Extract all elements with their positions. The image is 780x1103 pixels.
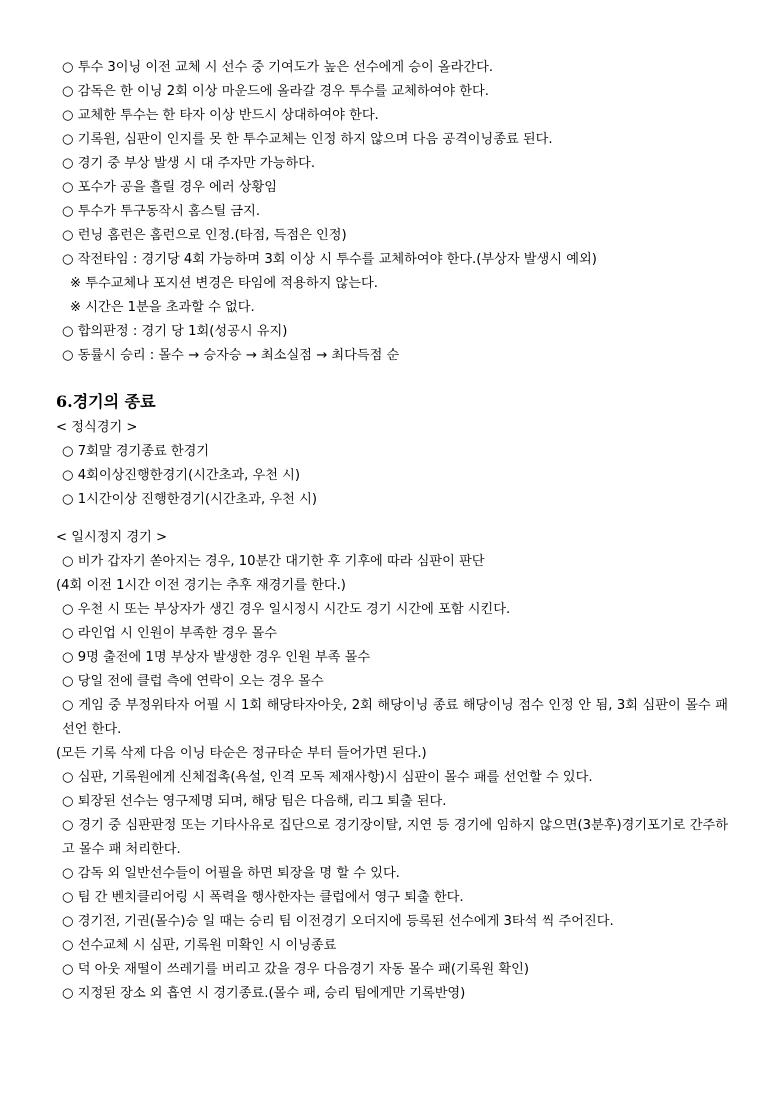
list-item: ○ 4회이상진행한경기(시간초과, 우천 시) (62, 468, 301, 483)
note-item: (모든 기록 삭제 다음 이닝 타순은 정규타순 부터 들어가면 된다.) (56, 746, 427, 761)
document-page (56, 56, 728, 1006)
subsection-heading: < 정식경기 > (56, 420, 138, 435)
note-item: (4회 이전 1시간 이전 경기는 추후 재경기를 한다.) (56, 578, 346, 593)
rules-list (56, 56, 728, 368)
list-item: ○ 포수가 공을 흘릴 경우 에러 상황임 (62, 180, 278, 195)
list-item: ○ 합의판정 : 경기 당 1회(성공시 유지) (62, 324, 288, 339)
list-item: ○ 9명 출전에 1명 부상자 발생한 경우 인원 부족 몰수 (62, 650, 371, 665)
list-item: ○ 퇴장된 선수는 영구제명 되며, 해당 팀은 다음해, 리그 퇴출 된다. (62, 794, 447, 809)
official-game-block (56, 416, 728, 512)
list-item: ○ 심판, 기록원에게 신체접촉(욕설, 인격 모독 제재사항)시 심판이 몰수 패를 선언할 수 있다. (62, 770, 593, 785)
note-item: ※ 시간은 1분을 초과할 수 없다. (70, 300, 255, 315)
subsection-heading: < 일시정지 경기 > (56, 530, 168, 545)
list-item: ○ 작전타임 : 경기당 4회 가능하며 3회 이상 시 투수를 교체하여야 한다.(부상자 발생시 예외) (62, 252, 597, 267)
list-item: ○ 게임 중 부정위타자 어필 시 1회 해당타자아웃, 2회 해당이닝 종료 해당이닝 점수 인정 안 됨, 3회 심판이 몰수 패 선언 한다. (62, 698, 728, 737)
list-item: ○ 우천 시 또는 부상자가 생긴 경우 일시정시 시간도 경기 시간에 포함 시킨다. (62, 602, 511, 617)
list-item: ○ 7회말 경기종료 한경기 (62, 444, 210, 459)
list-item: ○ 동률시 승리 : 몰수 → 승자승 → 최소실점 → 최다득점 순 (62, 348, 400, 363)
list-item: ○ 경기전, 기권(몰수)승 일 때는 승리 팀 이전경기 오더지에 등록된 선수에게 3타석 씩 주어진다. (62, 914, 614, 929)
note-item: ※ 투수교체나 포지션 변경은 타임에 적용하지 않는다. (70, 276, 378, 291)
list-item: ○ 비가 갑자기 쏟아지는 경우, 10분간 대기한 후 기후에 따라 심판이 판단 (62, 554, 485, 569)
list-item: ○ 감독은 한 이닝 2회 이상 마운드에 올라갈 경우 투수를 교체하여야 한다. (62, 84, 489, 99)
list-item: ○ 기록원, 심판이 인지를 못 한 투수교체는 인정 하지 않으며 다음 공격이닝종료 된다. (62, 132, 553, 147)
list-item: ○ 교체한 투수는 한 타자 이상 반드시 상대하여야 한다. (62, 108, 379, 123)
list-item: ○ 팀 간 벤치클리어링 시 폭력을 행사한자는 클럽에서 영구 퇴출 한다. (62, 890, 464, 905)
section-title: 6.경기의 종료 (56, 392, 156, 411)
list-item: ○ 1시간이상 진행한경기(시간초과, 우천 시) (62, 492, 317, 507)
list-item: ○ 런닝 홈런은 홈런으로 인정.(타점, 득점은 인정) (62, 228, 347, 243)
list-item: ○ 투수 3이닝 이전 교체 시 선수 중 기여도가 높은 선수에게 승이 올라간다. (62, 60, 494, 75)
list-item: ○ 당일 전에 클럽 측에 연락이 오는 경우 몰수 (62, 674, 324, 689)
list-item: ○ 투수가 투구동작시 홈스틸 금지. (62, 204, 261, 219)
list-item: ○ 경기 중 부상 발생 시 대 주자만 가능하다. (62, 156, 316, 171)
list-item: ○ 감독 외 일반선수들이 어필을 하면 퇴장을 명 할 수 있다. (62, 866, 400, 881)
suspended-game-block (56, 526, 728, 1006)
list-item: ○ 경기 중 심판판정 또는 기타사유로 집단으로 경기장이탈, 지연 등 경기에 임하지 않으면(3분후)경기포기로 간주하고 몰수 패 처리한다. (62, 818, 728, 857)
list-item: ○ 지정된 장소 외 흡연 시 경기종료.(몰수 패, 승리 팀에게만 기록반영) (62, 986, 466, 1001)
list-item: ○ 덕 아웃 재떨이 쓰레기를 버리고 갔을 경우 다음경기 자동 몰수 패(기록원 확인) (62, 962, 530, 977)
list-item: ○ 선수교체 시 심판, 기록원 미확인 시 이닝종료 (62, 938, 337, 953)
list-item: ○ 라인업 시 인원이 부족한 경우 몰수 (62, 626, 278, 641)
